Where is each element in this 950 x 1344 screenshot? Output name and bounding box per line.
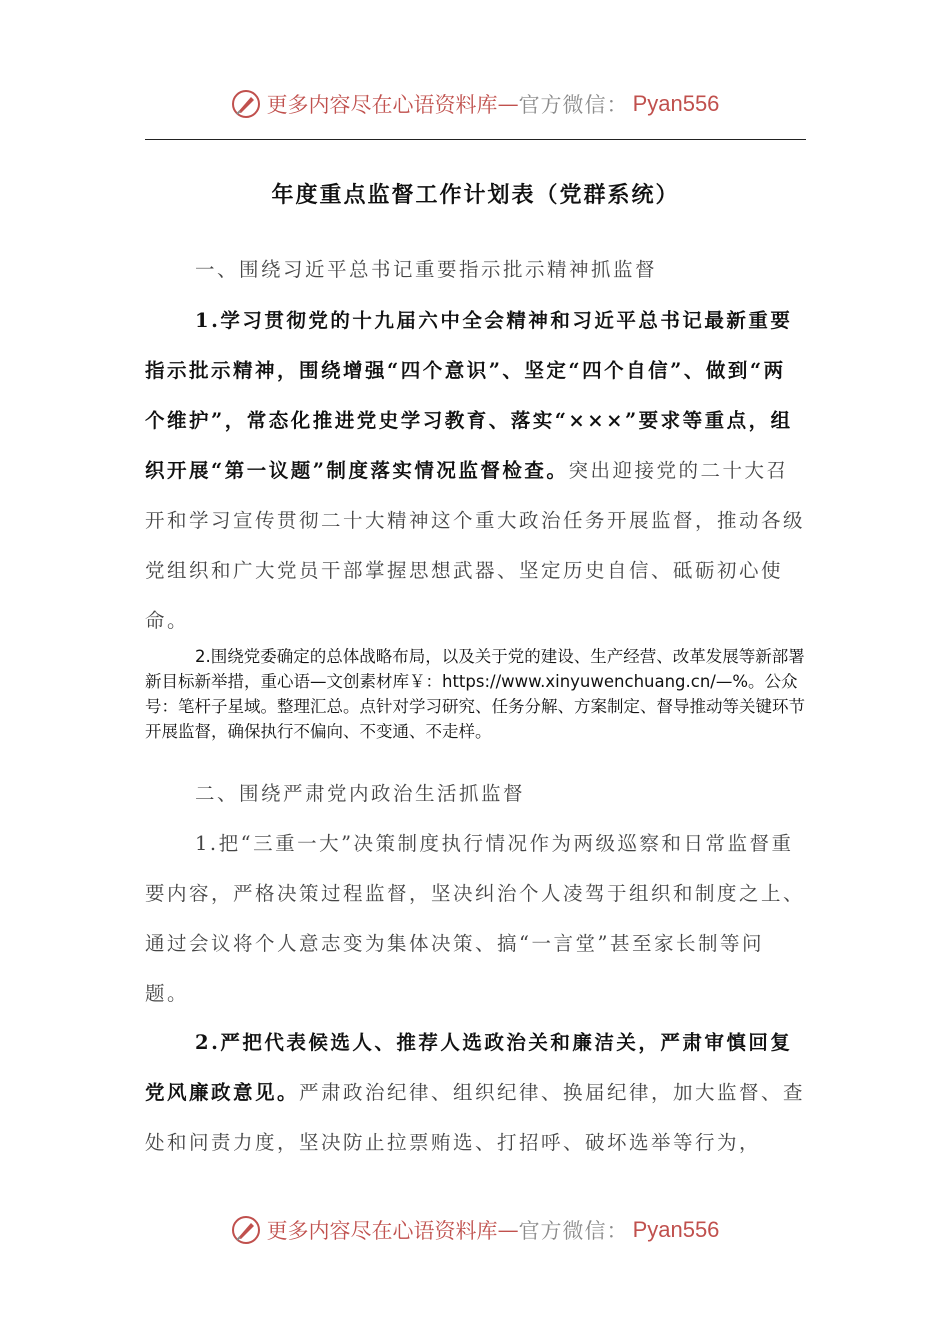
section-heading-2: 二、围绕严肃党内政治生活抓监督 [195, 782, 526, 805]
quill-logo-icon [231, 89, 261, 119]
section-heading-1: 一、围绕习近平总书记重要指示批示精神抓监督 [195, 258, 658, 281]
banner-text: 更多内容尽在心语资料库 [266, 93, 498, 117]
footer-watermark-banner [0, 1210, 950, 1250]
paragraph-4-bold: 2.严把代表候选人、推荐人选政治关和廉洁关，严肃审慎回复党风廉政意见。 [145, 1031, 793, 1104]
header-divider [145, 139, 806, 140]
banner-wechat-id: Pyan556 [632, 91, 720, 116]
paragraph-1-bold: 1.学习贯彻党的十九届六中全会精神和习近平总书记最新重要指示批示精神，围绕增强“四个意识”、坚定“四个自信”、做到“两个维护”，常态化推进党史学习教育、落实“×××”要求等重点，组织开展“第一议题”制度落实情况监督检查。 [145, 309, 793, 482]
banner-wechat-id: Pyan556 [632, 1217, 720, 1242]
document-title: 年度重点监督工作计划表（党群系统） [271, 182, 680, 208]
banner-text: 更多内容尽在心语资料库 [266, 1219, 498, 1243]
paragraph-1 [145, 296, 806, 646]
banner-official-label: 官方微信： [518, 93, 629, 117]
paragraph-4 [145, 1018, 806, 1168]
banner-separator: — [497, 92, 519, 116]
banner-official-label: 官方微信： [518, 1219, 629, 1243]
paragraph-3: 1.把“三重一大”决策制度执行情况作为两级巡察和日常监督重要内容，严格决策过程监督，坚决纠治个人凌驾于组织和制度之上、通过会议将个人意志变为集体决策、搞“一言堂”甚至家长制等问题。 [145, 832, 806, 1005]
paragraph-2: 2.围绕党委确定的总体战略布局，以及关于党的建设、生产经营、改革发展等新部署新目标新举措，重心语—文创素材库￥：https://www.xinyuwenchuang.cn/—%。公众号：笔杆子星域。整理汇总。点针对学习研究、任务分解、方案制定、督导推动等关键环节开展监督，确保执行不偏向、不变通、不走样。 [145, 647, 805, 741]
header-watermark-banner [0, 84, 950, 124]
quill-logo-icon [231, 1215, 261, 1245]
banner-separator: — [497, 1218, 519, 1242]
paragraph-1-body: 突出迎接党的二十大召开和学习宣传贯彻二十大精神这个重大政治任务开展监督，推动各级党组织和广大党员干部掌握思想武器、坚定历史自信、砥砺初心使命。 [145, 459, 806, 632]
paragraph-4-body: 严肃政治纪律、组织纪律、换届纪律，加大监督、查处和问责力度，坚决防止拉票贿选、打招呼、破坏选举等行为， [145, 1081, 806, 1154]
